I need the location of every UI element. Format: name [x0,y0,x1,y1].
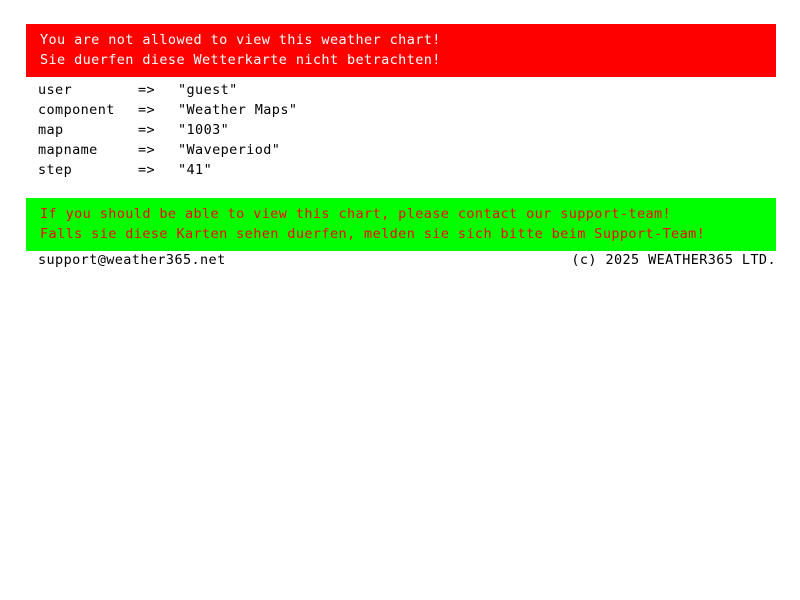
table-row [38,100,297,120]
error-banner [26,24,776,77]
param-key: mapname [38,142,98,158]
param-key: component [38,102,115,118]
table-row [38,160,297,180]
param-arrow: => [138,142,156,158]
parameter-table [38,80,297,180]
param-value: "1003" [178,122,230,138]
info-banner-line-en: If you should be able to view this chart, please contact our support-team! [40,206,672,222]
table-row [38,80,297,100]
table-row [38,140,297,160]
error-banner-line-de: Sie duerfen diese Wetterkarte nicht betrachten! [40,52,441,68]
param-arrow: => [138,162,156,178]
info-banner [26,198,776,251]
param-key: step [38,162,73,178]
table-row [38,120,297,140]
param-arrow: => [138,122,156,138]
support-email-link[interactable]: support@weather365.net [38,252,226,268]
param-key: map [38,122,64,138]
info-banner-line-de: Falls sie diese Karten sehen duerfen, melden sie sich bitte beim Support-Team! [40,226,706,242]
param-key: user [38,82,73,98]
param-value: "Weather Maps" [178,102,298,118]
error-banner-line-en: You are not allowed to view this weather chart! [40,32,441,48]
param-value: "guest" [178,82,238,98]
param-value: "Waveperiod" [178,142,281,158]
copyright-notice: (c) 2025 WEATHER365 LTD. [571,252,776,268]
footer [38,250,776,270]
param-arrow: => [138,102,156,118]
param-value: "41" [178,162,213,178]
param-arrow: => [138,82,156,98]
